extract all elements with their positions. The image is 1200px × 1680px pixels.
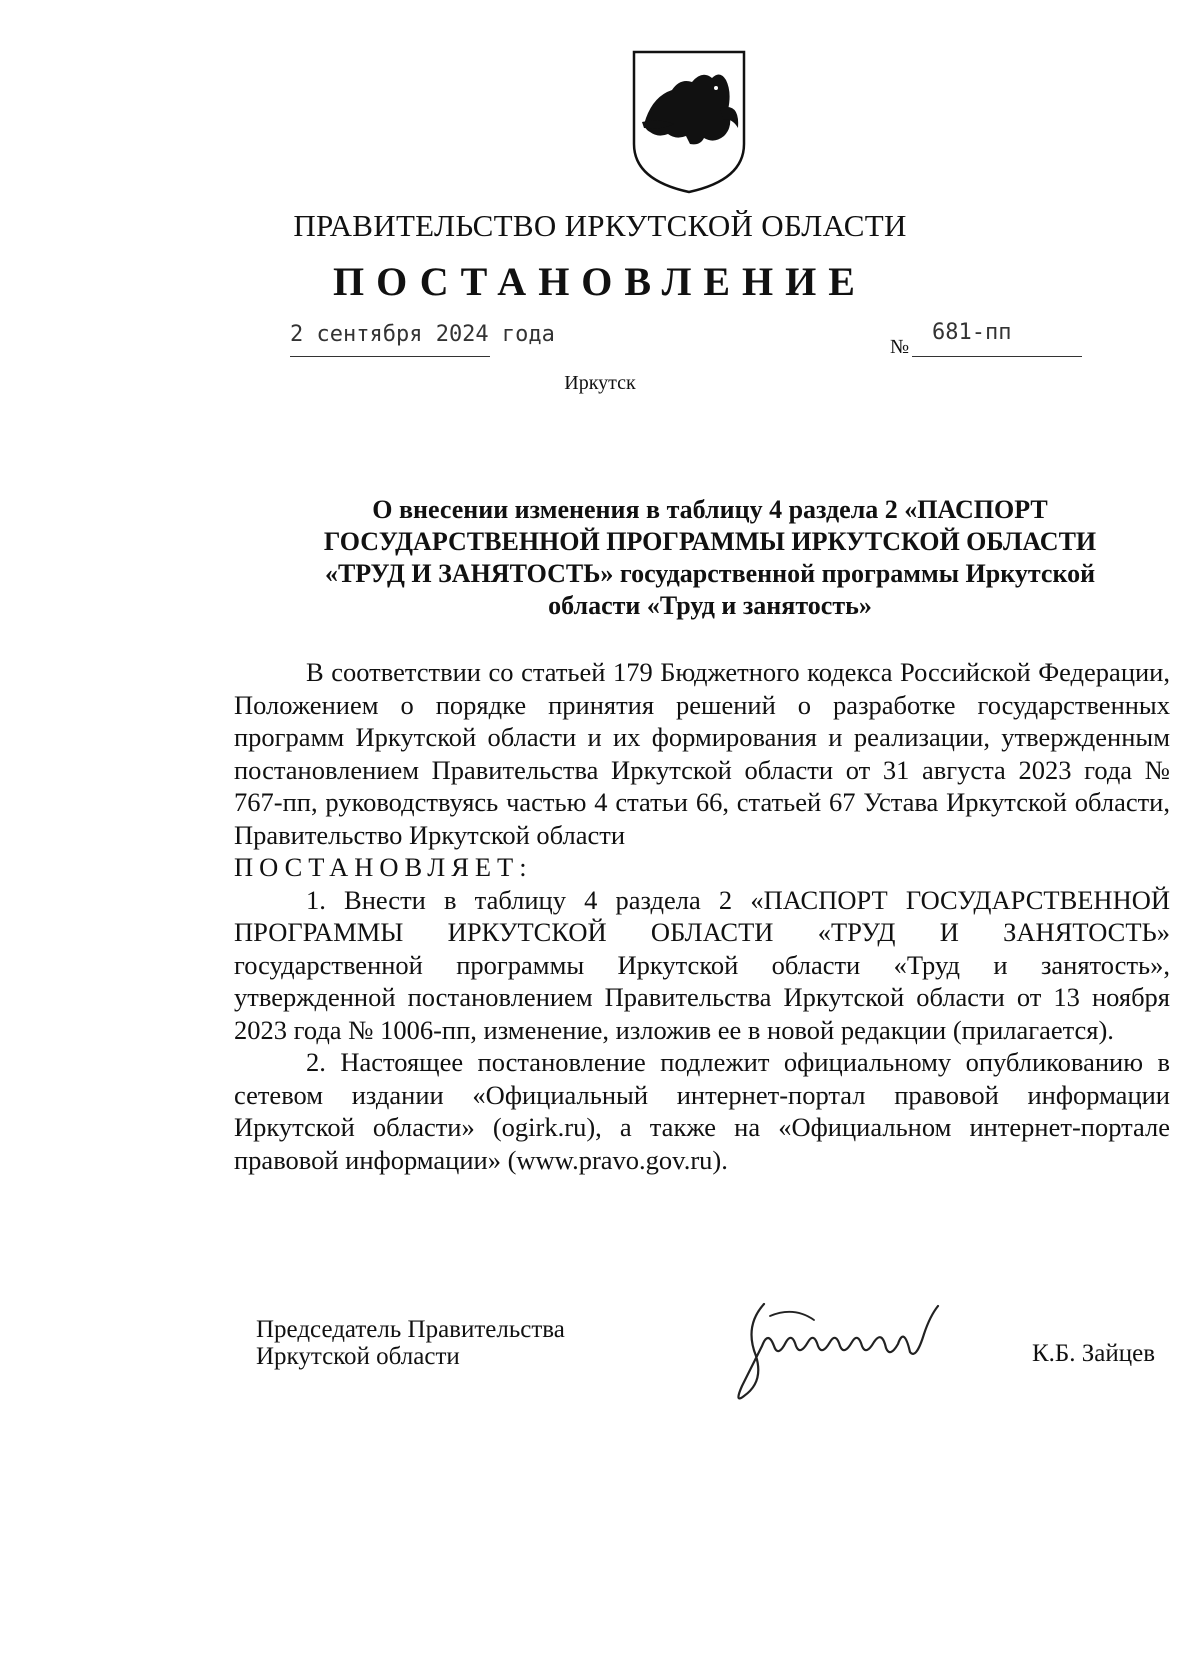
signatory-title-line: Председатель Правительства bbox=[256, 1316, 565, 1343]
document-type: ПОСТАНОВЛЕНИЕ bbox=[333, 259, 867, 304]
decree-word: ПОСТАНОВЛЯЕТ: bbox=[234, 852, 533, 882]
item-2-paragraph: 2. Настоящее постановление подлежит официальному опубликованию в сетевом издании «Официальный интернет-портал правовой информации Иркутской области» (ogirk.ru), а также на «Официальном интернет-портале правовой информации» (www.pravo.gov.ru). bbox=[234, 1047, 1170, 1175]
coat-of-arms-icon bbox=[628, 48, 750, 196]
number-underline bbox=[912, 356, 1082, 357]
number-sign: № bbox=[890, 336, 910, 358]
document-body bbox=[234, 656, 1170, 1176]
city-name: Иркутск bbox=[564, 372, 636, 394]
title-line: О внесении изменения в таблицу 4 раздела 2 «ПАСПОРТ bbox=[372, 495, 1048, 524]
signatory-title-line: Иркутской области bbox=[256, 1343, 460, 1370]
signatory-name: К.Б. Зайцев bbox=[1032, 1340, 1156, 1367]
signatory-title bbox=[256, 1316, 565, 1370]
date-underline bbox=[290, 356, 490, 357]
handwritten-signature bbox=[734, 1286, 1024, 1406]
title-line: ГОСУДАРСТВЕННОЙ ПРОГРАММЫ ИРКУТСКОЙ ОБЛАСТИ bbox=[323, 527, 1097, 556]
preamble-paragraph: В соответствии со статьей 179 Бюджетного кодекса Российской Федерации, Положением о порядке принятия решений о разработке государственных программ Иркутской области и их формирования и реализации, утвержденным постановлением Правительства Иркутской области от 31 августа 2023 года № 767-пп, руководствуясь частью 4 статьи 66, статьей 67 Устава Иркутской области, Правительство Иркутской области bbox=[234, 657, 1170, 850]
government-name: ПРАВИТЕЛЬСТВО ИРКУТСКОЙ ОБЛАСТИ bbox=[293, 208, 907, 243]
document-title bbox=[250, 494, 1170, 622]
title-line: «ТРУД И ЗАНЯТОСТЬ» государственной программы Иркутской bbox=[324, 559, 1096, 588]
document-number: 681-пп bbox=[932, 320, 1012, 345]
item-1-paragraph: 1. Внести в таблицу 4 раздела 2 «ПАСПОРТ ГОСУДАРСТВЕННОЙ ПРОГРАММЫ ИРКУТСКОЙ ОБЛАСТИ «ТРУД И ЗАНЯТОСТЬ» государственной программы Иркутской области «Труд и занятость», утвержденной постановлением Правительства Иркутской области от 13 ноября 2023 года № 1006-пп, изменение, изложив ее в новой редакции (прилагается). bbox=[234, 884, 1170, 1045]
document-date: 2 сентября 2024 года bbox=[290, 322, 555, 347]
title-line: области «Труд и занятость» bbox=[548, 591, 872, 620]
